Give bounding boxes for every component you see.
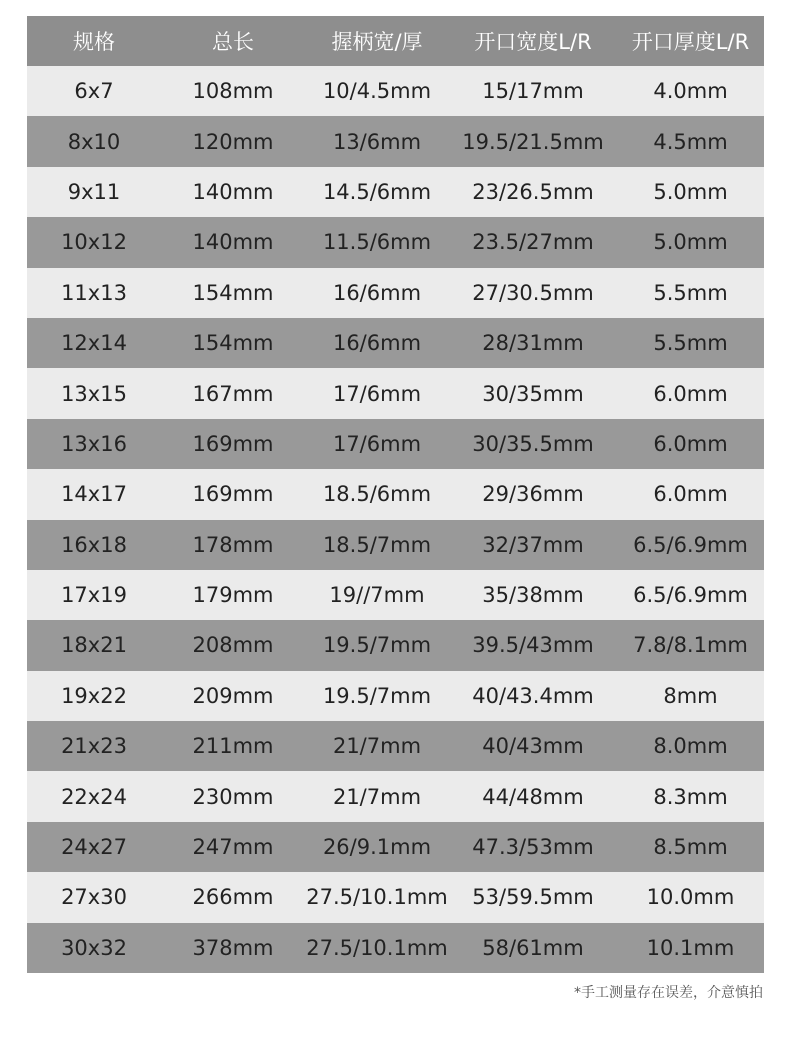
cell-grip: 17/6mm (332, 381, 422, 406)
cell-total-length: 169mm (192, 431, 274, 456)
cell-grip: 19.5/7mm (322, 683, 432, 708)
cell-spec: 14x17 (61, 482, 127, 507)
cell-spec: 24x27 (61, 835, 127, 860)
cell-total-length: 140mm (192, 179, 274, 204)
table-row (27, 520, 764, 570)
table-row (27, 318, 764, 368)
header-total-length: 总长 (212, 30, 254, 54)
cell-spec: 16x18 (61, 532, 127, 557)
cell-opening-thickness: 8mm (663, 683, 718, 708)
cell-grip: 27.5/10.1mm (306, 935, 448, 960)
cell-spec: 18x21 (61, 633, 127, 658)
cell-spec: 10x12 (61, 230, 127, 255)
table-header (27, 16, 764, 66)
cell-opening-thickness: 6.5/6.9mm (633, 583, 748, 608)
cell-opening-width: 35/38mm (482, 583, 584, 608)
table-row (27, 66, 764, 116)
cell-opening-thickness: 4.0mm (653, 79, 728, 104)
cell-opening-thickness: 5.0mm (653, 230, 728, 255)
cell-total-length: 169mm (192, 482, 274, 507)
cell-total-length: 167mm (192, 381, 274, 406)
cell-total-length: 154mm (192, 331, 274, 356)
footnote: *手工测量存在误差，介意慎拍 (574, 985, 763, 1001)
cell-opening-thickness: 10.1mm (646, 935, 735, 960)
cell-opening-width: 27/30.5mm (472, 280, 594, 305)
table-row (27, 721, 764, 771)
table-body (27, 66, 764, 973)
cell-opening-thickness: 8.5mm (653, 835, 728, 860)
cell-opening-width: 23/26.5mm (472, 179, 594, 204)
cell-opening-width: 28/31mm (482, 331, 584, 356)
cell-grip: 21/7mm (332, 734, 422, 759)
cell-grip: 27.5/10.1mm (306, 885, 448, 910)
cell-spec: 13x15 (61, 381, 127, 406)
table-row (27, 167, 764, 217)
cell-total-length: 208mm (192, 633, 274, 658)
table-row (27, 822, 764, 872)
cell-spec: 13x16 (61, 431, 127, 456)
cell-total-length: 140mm (192, 230, 274, 255)
cell-opening-thickness: 4.5mm (653, 129, 728, 154)
cell-opening-width: 23.5/27mm (472, 230, 594, 255)
cell-grip: 16/6mm (332, 331, 422, 356)
cell-grip: 18.5/6mm (322, 482, 432, 507)
table-row (27, 217, 764, 267)
header-grip-width-thickness: 握柄宽/厚 (331, 30, 423, 54)
cell-spec: 12x14 (61, 331, 127, 356)
cell-spec: 11x13 (61, 280, 127, 305)
cell-total-length: 120mm (192, 129, 274, 154)
cell-spec: 17x19 (61, 583, 127, 608)
cell-total-length: 154mm (192, 280, 274, 305)
cell-opening-thickness: 10.0mm (646, 885, 735, 910)
cell-spec: 19x22 (61, 683, 127, 708)
cell-opening-width: 15/17mm (482, 79, 584, 104)
cell-total-length: 108mm (192, 79, 274, 104)
cell-opening-width: 39.5/43mm (472, 633, 594, 658)
table-row (27, 671, 764, 721)
cell-opening-width: 40/43.4mm (472, 683, 594, 708)
cell-opening-width: 40/43mm (482, 734, 584, 759)
cell-opening-thickness: 6.0mm (653, 381, 728, 406)
cell-total-length: 266mm (192, 885, 274, 910)
table-row (27, 116, 764, 166)
cell-opening-width: 32/37mm (482, 532, 584, 557)
table-row (27, 923, 764, 973)
cell-opening-width: 30/35mm (482, 381, 584, 406)
cell-total-length: 178mm (192, 532, 274, 557)
cell-grip: 21/7mm (332, 784, 422, 809)
cell-opening-width: 44/48mm (482, 784, 584, 809)
cell-total-length: 378mm (192, 935, 274, 960)
cell-grip: 19.5/7mm (322, 633, 432, 658)
cell-opening-width: 47.3/53mm (472, 835, 594, 860)
cell-opening-width: 53/59.5mm (472, 885, 594, 910)
table-row (27, 469, 764, 519)
cell-spec: 6x7 (74, 79, 114, 104)
table-row (27, 872, 764, 922)
cell-spec: 22x24 (61, 784, 127, 809)
cell-opening-thickness: 6.0mm (653, 482, 728, 507)
table-row (27, 368, 764, 418)
cell-total-length: 209mm (192, 683, 274, 708)
cell-spec: 8x10 (67, 129, 121, 154)
cell-total-length: 247mm (192, 835, 274, 860)
table-row (27, 620, 764, 670)
cell-grip: 10/4.5mm (322, 79, 432, 104)
spec-table (27, 16, 764, 973)
cell-opening-thickness: 6.0mm (653, 431, 728, 456)
cell-grip: 19//7mm (329, 583, 425, 608)
cell-grip: 16/6mm (332, 280, 422, 305)
cell-grip: 18.5/7mm (322, 532, 432, 557)
table-row (27, 570, 764, 620)
cell-opening-thickness: 6.5/6.9mm (633, 532, 748, 557)
cell-opening-thickness: 5.5mm (653, 331, 728, 356)
header-opening-width: 开口宽度L/R (474, 30, 592, 54)
cell-grip: 11.5/6mm (322, 230, 432, 255)
table-row (27, 771, 764, 821)
cell-opening-thickness: 5.5mm (653, 280, 728, 305)
cell-grip: 26/9.1mm (322, 835, 432, 860)
header-spec: 规格 (73, 30, 115, 54)
cell-total-length: 230mm (192, 784, 274, 809)
cell-opening-width: 30/35.5mm (472, 431, 594, 456)
cell-opening-width: 29/36mm (482, 482, 584, 507)
cell-grip: 13/6mm (332, 129, 422, 154)
cell-total-length: 211mm (192, 734, 274, 759)
cell-total-length: 179mm (192, 583, 274, 608)
cell-spec: 21x23 (61, 734, 127, 759)
cell-grip: 14.5/6mm (322, 179, 432, 204)
cell-spec: 9x11 (67, 179, 121, 204)
header-opening-thickness: 开口厚度L/R (631, 30, 750, 54)
cell-spec: 27x30 (61, 885, 127, 910)
table-row (27, 419, 764, 469)
cell-opening-thickness: 7.8/8.1mm (633, 633, 748, 658)
cell-opening-width: 58/61mm (482, 935, 584, 960)
cell-opening-thickness: 8.3mm (653, 784, 728, 809)
table-row (27, 268, 764, 318)
cell-opening-width: 19.5/21.5mm (462, 129, 604, 154)
cell-opening-thickness: 5.0mm (653, 179, 728, 204)
cell-grip: 17/6mm (332, 431, 422, 456)
cell-spec: 30x32 (61, 935, 127, 960)
cell-opening-thickness: 8.0mm (653, 734, 728, 759)
